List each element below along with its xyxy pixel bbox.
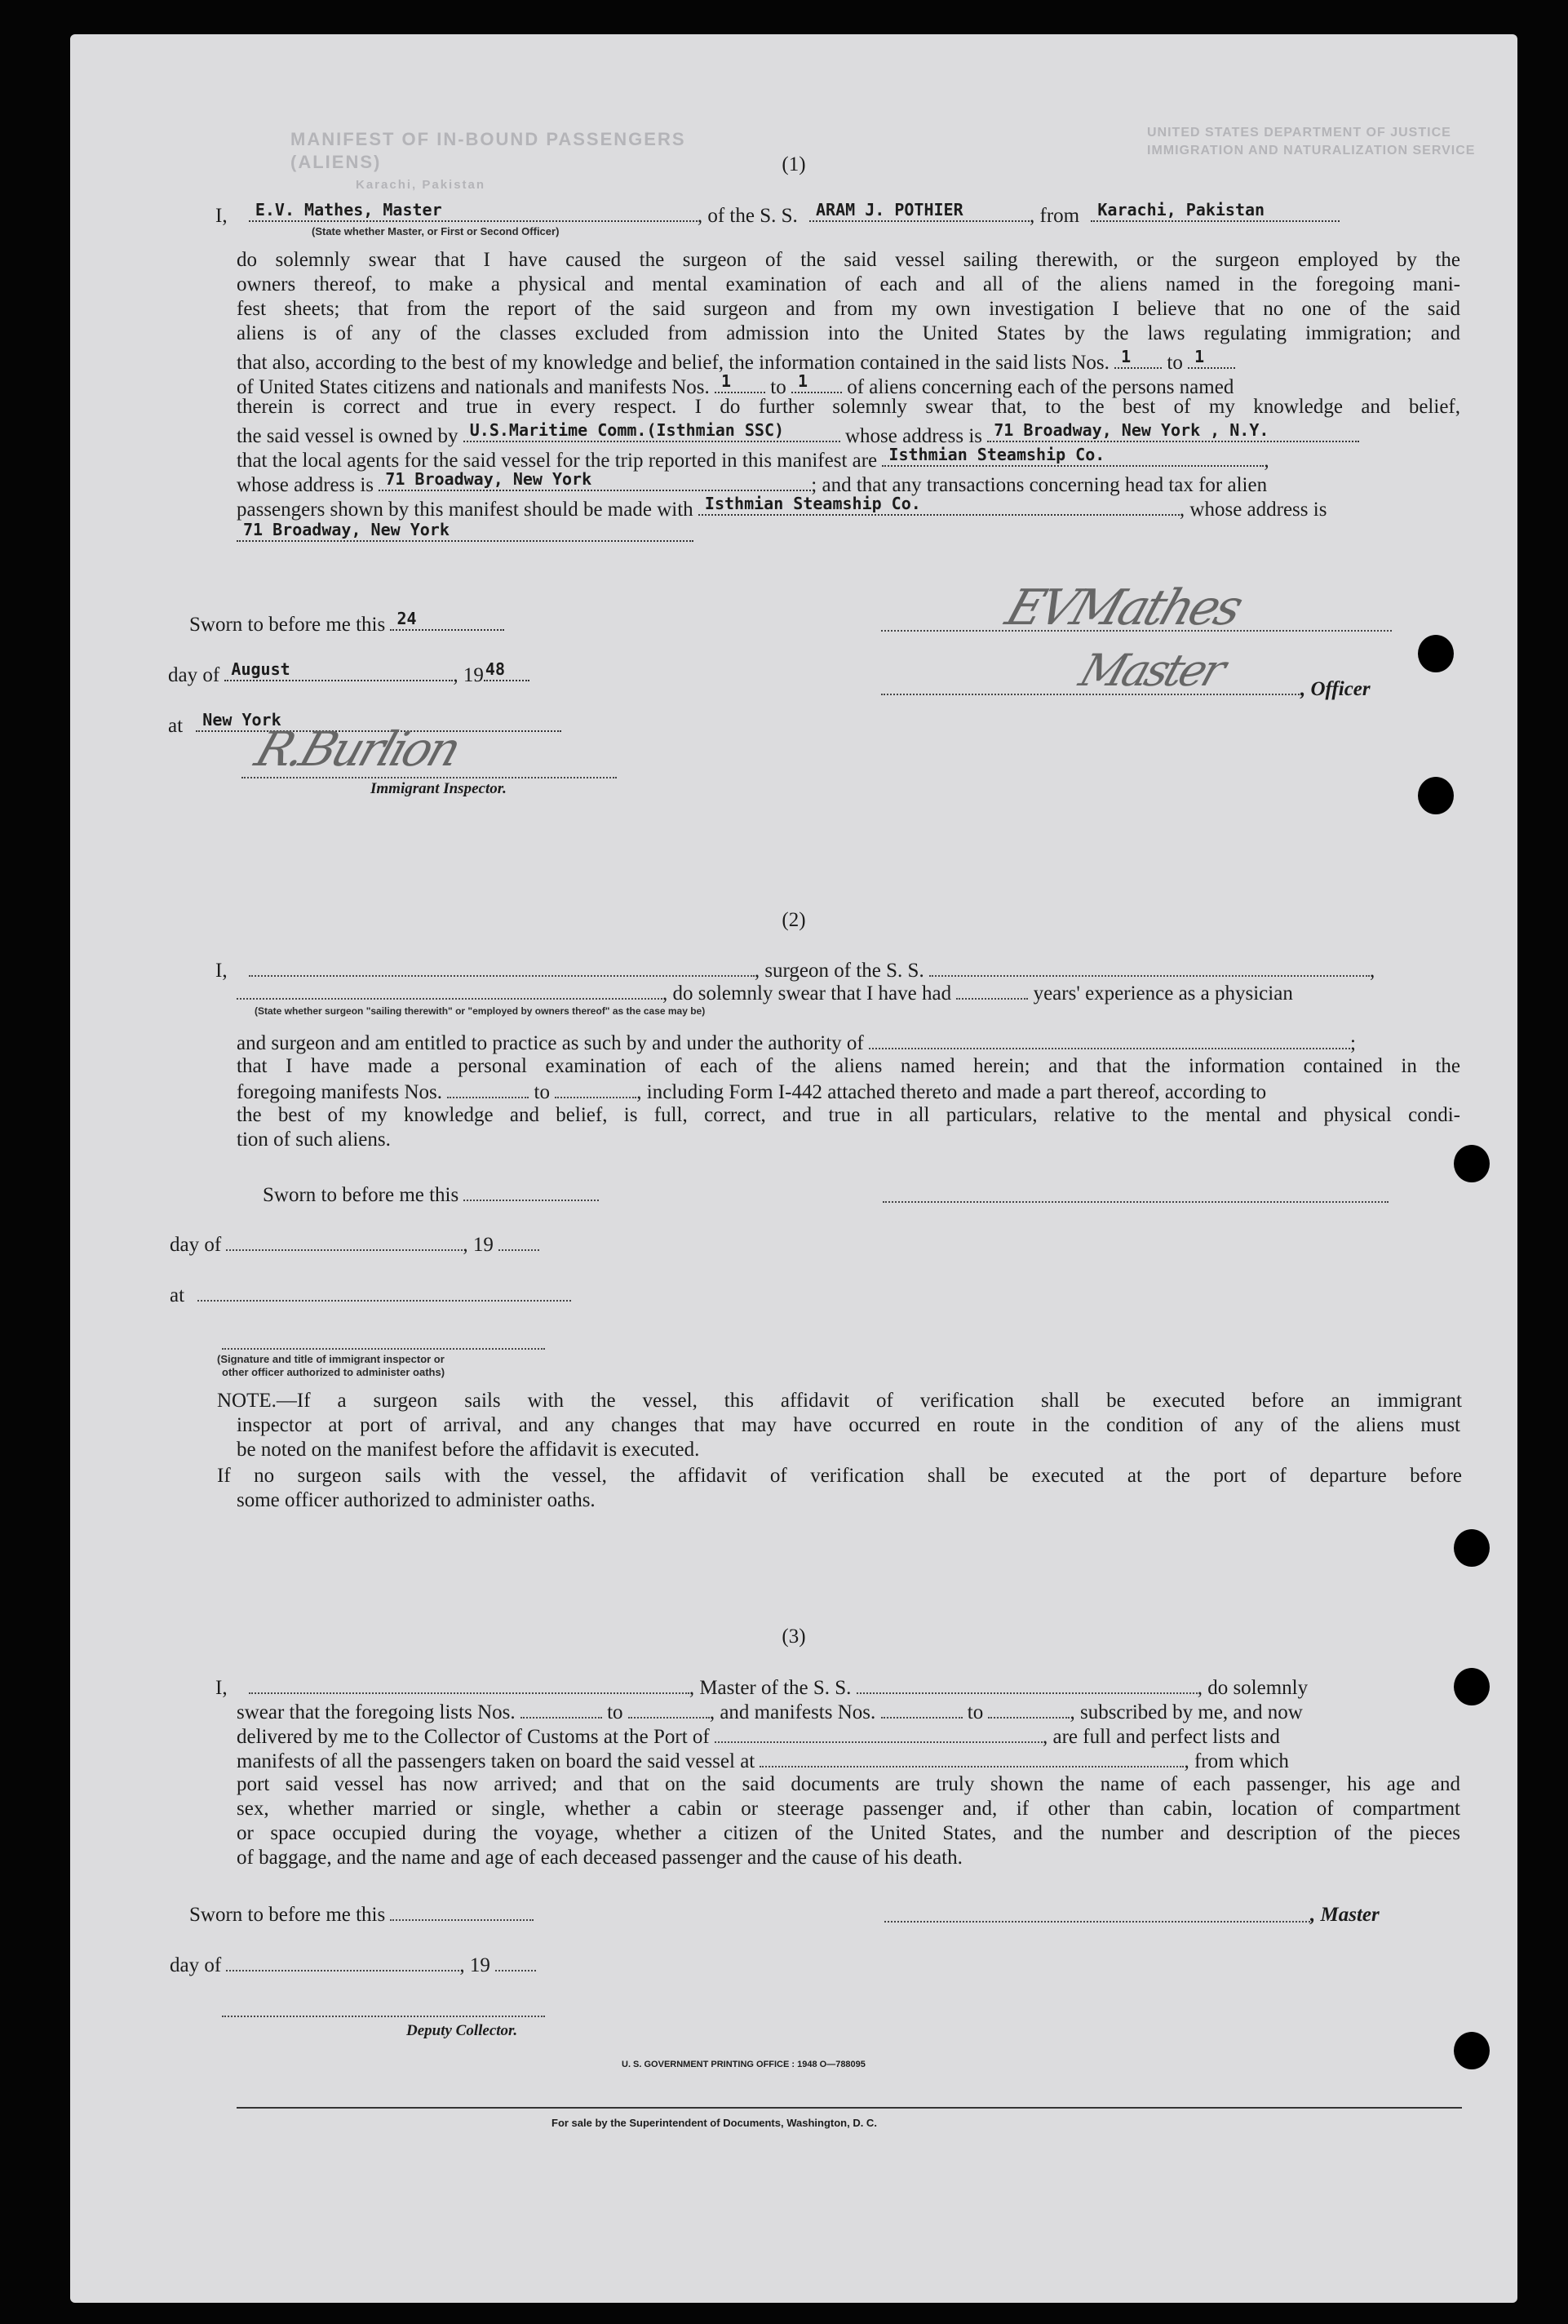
sworn-day-field: 24	[390, 608, 504, 631]
surgeon-caption: (State whether surgeon "sailing therewith" or "employed by owners thereof" as the case may be)	[255, 1005, 706, 1017]
lists-line: that also, according to the best of my knowledge and belief, the information contained in the said lists Nos. 1 to 1	[237, 346, 1235, 375]
binder-hole	[1418, 777, 1454, 814]
sig-caption-line-2: other officer authorized to administer oaths)	[222, 1366, 445, 1378]
head-tax-address-field: 71 Broadway, New York	[237, 519, 693, 542]
section-1-at: at New York	[168, 709, 561, 738]
section-1-number: (1)	[782, 153, 806, 175]
section-3-sworn: Sworn to before me this	[189, 1901, 534, 1927]
binder-hole	[1454, 1145, 1490, 1182]
vessel-name-field: ARAM J. POTHIER	[809, 199, 1030, 222]
head-tax-party-field: Isthmian Steamship Co.	[698, 493, 1180, 516]
lists-from-field: 1	[1114, 346, 1162, 369]
authority-field	[869, 1030, 1350, 1049]
section-3-month-field	[226, 1952, 459, 1971]
section-1-sworn: Sworn to before me this 24	[189, 608, 504, 637]
binder-hole	[1454, 2032, 1490, 2069]
master-signature: EVMathes	[999, 579, 1247, 636]
section-1-body-line-3: fest sheets; that from the report of the said surgeon and from my own investigation I believe that no one of the said	[237, 298, 1460, 320]
collector-port-field	[715, 1723, 1043, 1743]
departure-port-field	[760, 1748, 1184, 1767]
note2-line-1: If no surgeon sails with the vessel, the affidavit of verification shall be executed at the port of departure before	[217, 1465, 1462, 1487]
surgeon-signature-line	[883, 1201, 1389, 1203]
inspector-signature-line	[241, 777, 617, 778]
surgeon-vessel-field	[929, 957, 1370, 977]
section-2-day-of: day of , 19	[170, 1231, 539, 1257]
exam-line: that I have made a personal examination of each of the aliens named herein; and that the information contained in the	[237, 1055, 1460, 1077]
section-3-body-line-1: port said vessel has now arrived; and that on the said documents are truly shown the name of each passenger, his age and	[237, 1773, 1460, 1795]
years-field	[956, 980, 1028, 1000]
section-1-body-line-1: do solemnly swear that I have caused the surgeon of the said vessel sailing therewith, or the surgeon employed by the	[237, 249, 1460, 271]
binder-hole	[1454, 1529, 1490, 1567]
lists-to-field: 1	[1188, 346, 1235, 369]
section-3-lists-from-field	[520, 1699, 602, 1719]
section-3-manifests-to-field	[988, 1699, 1070, 1719]
note2-line-2: some officer authorized to administer oaths.	[237, 1489, 596, 1511]
officer-caption: , Officer	[1300, 678, 1371, 700]
section-3-lists-line: swear that the foregoing lists Nos. to , and manifests Nos. to , subscribed by me, and now	[237, 1699, 1303, 1725]
owner-line: the said vessel is owned by U.S.Maritime Comm.(Isthmian SSC) whose address is 71 Broadway, New York , N.Y.	[237, 419, 1359, 449]
surgeon-manifests-to-field	[555, 1079, 636, 1098]
officer-signature: Master	[1073, 645, 1229, 696]
binder-hole	[1454, 1668, 1490, 1705]
section-1-day-of: day of August , 19 48	[168, 659, 529, 688]
deputy-collector-caption: Deputy Collector.	[406, 2022, 518, 2039]
section-3-number: (3)	[782, 1625, 806, 1648]
section-3-master-caption: , Master	[1310, 1904, 1380, 1926]
surgeon-name-field	[249, 957, 755, 977]
section-2-swear: , do solemnly swear that I have had years' experience as a physician	[237, 980, 1293, 1006]
bleed-through-header: MANIFEST OF IN-BOUND PASSENGERS (ALIENS) Karachi, Pakistan	[290, 129, 686, 192]
section-3-master-field	[249, 1674, 689, 1694]
from-port-field: Karachi, Pakistan	[1091, 199, 1340, 222]
section-3-opening: I, , Master of the S. S. , do solemnly	[215, 1674, 1308, 1701]
owner-field: U.S.Maritime Comm.(Isthmian SSC)	[463, 419, 840, 442]
month-field: August	[224, 659, 453, 681]
authority-line: and surgeon and am entitled to practice as such by and under the authority of ;	[237, 1030, 1356, 1056]
section-2-number: (2)	[782, 909, 806, 931]
manifests-line: of United States citizens and nationals and manifests Nos. 1 to 1 of aliens concerning each of the persons named	[237, 371, 1234, 398]
note-line-2: inspector at port of arrival, and any changes that may have occurred en route in the condition of any of the aliens must	[237, 1414, 1460, 1436]
section-2-at: at	[170, 1282, 571, 1308]
correct-line: therein is correct and true in every respect. I do further solemnly swear that, to the best of my knowledge and belief,	[237, 396, 1460, 418]
deputy-collector-signature-line	[222, 2016, 545, 2017]
section-2-opening: I, , surgeon of the S. S. ,	[215, 957, 1375, 983]
inspector-signature: R.Burlion	[248, 721, 466, 777]
section-3-day-of: day of , 19	[170, 1952, 536, 1978]
section-3-year-field	[495, 1952, 536, 1971]
head-tax-line: passengers shown by this manifest should be made with Isthmian Steamship Co. , whose address is	[237, 494, 1327, 521]
section-2-sworn-day-field	[463, 1182, 599, 1201]
section-3-body-line-3: or space occupied during the voyage, whether a citizen of the United States, and the number and description of the pieces	[237, 1822, 1460, 1844]
inspector-caption: Immigrant Inspector.	[370, 780, 507, 797]
manifests-to-field: 1	[791, 370, 842, 393]
section-2-manifests-line: foregoing manifests Nos. to , including Form I-442 attached thereto and made a part thereof, according to	[237, 1079, 1266, 1105]
section-3-vessel-field	[857, 1674, 1198, 1694]
aliens-line: tion of such aliens.	[237, 1129, 391, 1151]
surgeon-manifests-from-field	[447, 1079, 529, 1098]
sale-notice: For sale by the Superintendent of Documents, Washington, D. C.	[551, 2117, 877, 2129]
section-1-body-line-2: owners thereof, to make a physical and mental examination of each and all of the aliens named in the foregoing mani-	[237, 273, 1460, 295]
owner-address-field: 71 Broadway, New York , N.Y.	[987, 419, 1359, 442]
section-3-master-signature-line	[884, 1921, 1310, 1923]
section-3-sworn-day-field	[390, 1901, 534, 1921]
agents-line: that the local agents for the said vessel for the trip reported in this manifest are Isthmian Steamship Co. ,	[237, 445, 1269, 472]
section-3-delivered-line: delivered by me to the Collector of Customs at the Port of , are full and perfect lists and	[237, 1723, 1280, 1750]
sig-caption-line-1: (Signature and title of immigrant inspector or	[217, 1353, 445, 1365]
section-2-place-field	[197, 1282, 571, 1302]
surgeon-status-field	[237, 980, 662, 1000]
section-3-body-line-2: sex, whether married or single, whether a cabin or steerage passenger and, if other than cabin, location of compartment	[237, 1798, 1460, 1820]
section-3-lists-to-field	[628, 1699, 710, 1719]
manifest-page	[70, 34, 1517, 2303]
section-3-manifests-line: manifests of all the passengers taken on board the said vessel at , from which	[237, 1748, 1289, 1774]
bleed-through-right: UNITED STATES DEPARTMENT OF JUSTICE IMMIGRATION AND NATURALIZATION SERVICE	[1147, 126, 1476, 157]
year-field: 48	[484, 659, 529, 681]
section-3-body-line-4: of baggage, and the name and age of each deceased passenger and the cause of his death.	[237, 1847, 963, 1869]
agents-field: Isthmian Steamship Co.	[882, 444, 1264, 467]
place-field: New York	[196, 709, 561, 732]
section-3-manifests-from-field	[881, 1699, 963, 1719]
binder-hole	[1418, 635, 1454, 672]
manifests-from-field: 1	[715, 370, 765, 393]
master-name-field: E.V. Mathes, Master	[249, 199, 698, 222]
section-1-body-line-4: aliens is of any of the classes excluded from admission into the United States by the laws regulating immigration; and	[237, 322, 1460, 344]
section-2-year-field	[498, 1231, 539, 1251]
section-2-sworn: Sworn to before me this	[263, 1182, 599, 1208]
head-tax-address-line	[237, 519, 693, 548]
gpo-imprint: U. S. GOVERNMENT PRINTING OFFICE : 1948 O—788095	[622, 2060, 866, 2069]
footer-rule	[237, 2107, 1462, 2109]
master-caption: (State whether Master, or First or Second Officer)	[312, 225, 560, 237]
note-line-1: NOTE.—If a surgeon sails with the vessel, this affidavit of verification shall be executed before an immigrant	[217, 1390, 1462, 1412]
belief-line: the best of my knowledge and belief, is full, correct, and true in all particulars, relative to the mental and physical condi-	[237, 1104, 1460, 1126]
authorized-officer-signature-line	[222, 1348, 545, 1350]
section-1-opening: I, E.V. Mathes, Master , of the S. S. ARAM J. POTHIER , from Karachi, Pakistan	[215, 199, 1340, 228]
agents-address-line: whose address is 71 Broadway, New York ; and that any transactions concerning head tax for alien	[237, 469, 1268, 496]
note-line-3: be noted on the manifest before the affidavit is executed.	[237, 1439, 700, 1461]
agents-address-field: 71 Broadway, New York	[379, 468, 811, 491]
section-2-month-field	[226, 1231, 463, 1251]
